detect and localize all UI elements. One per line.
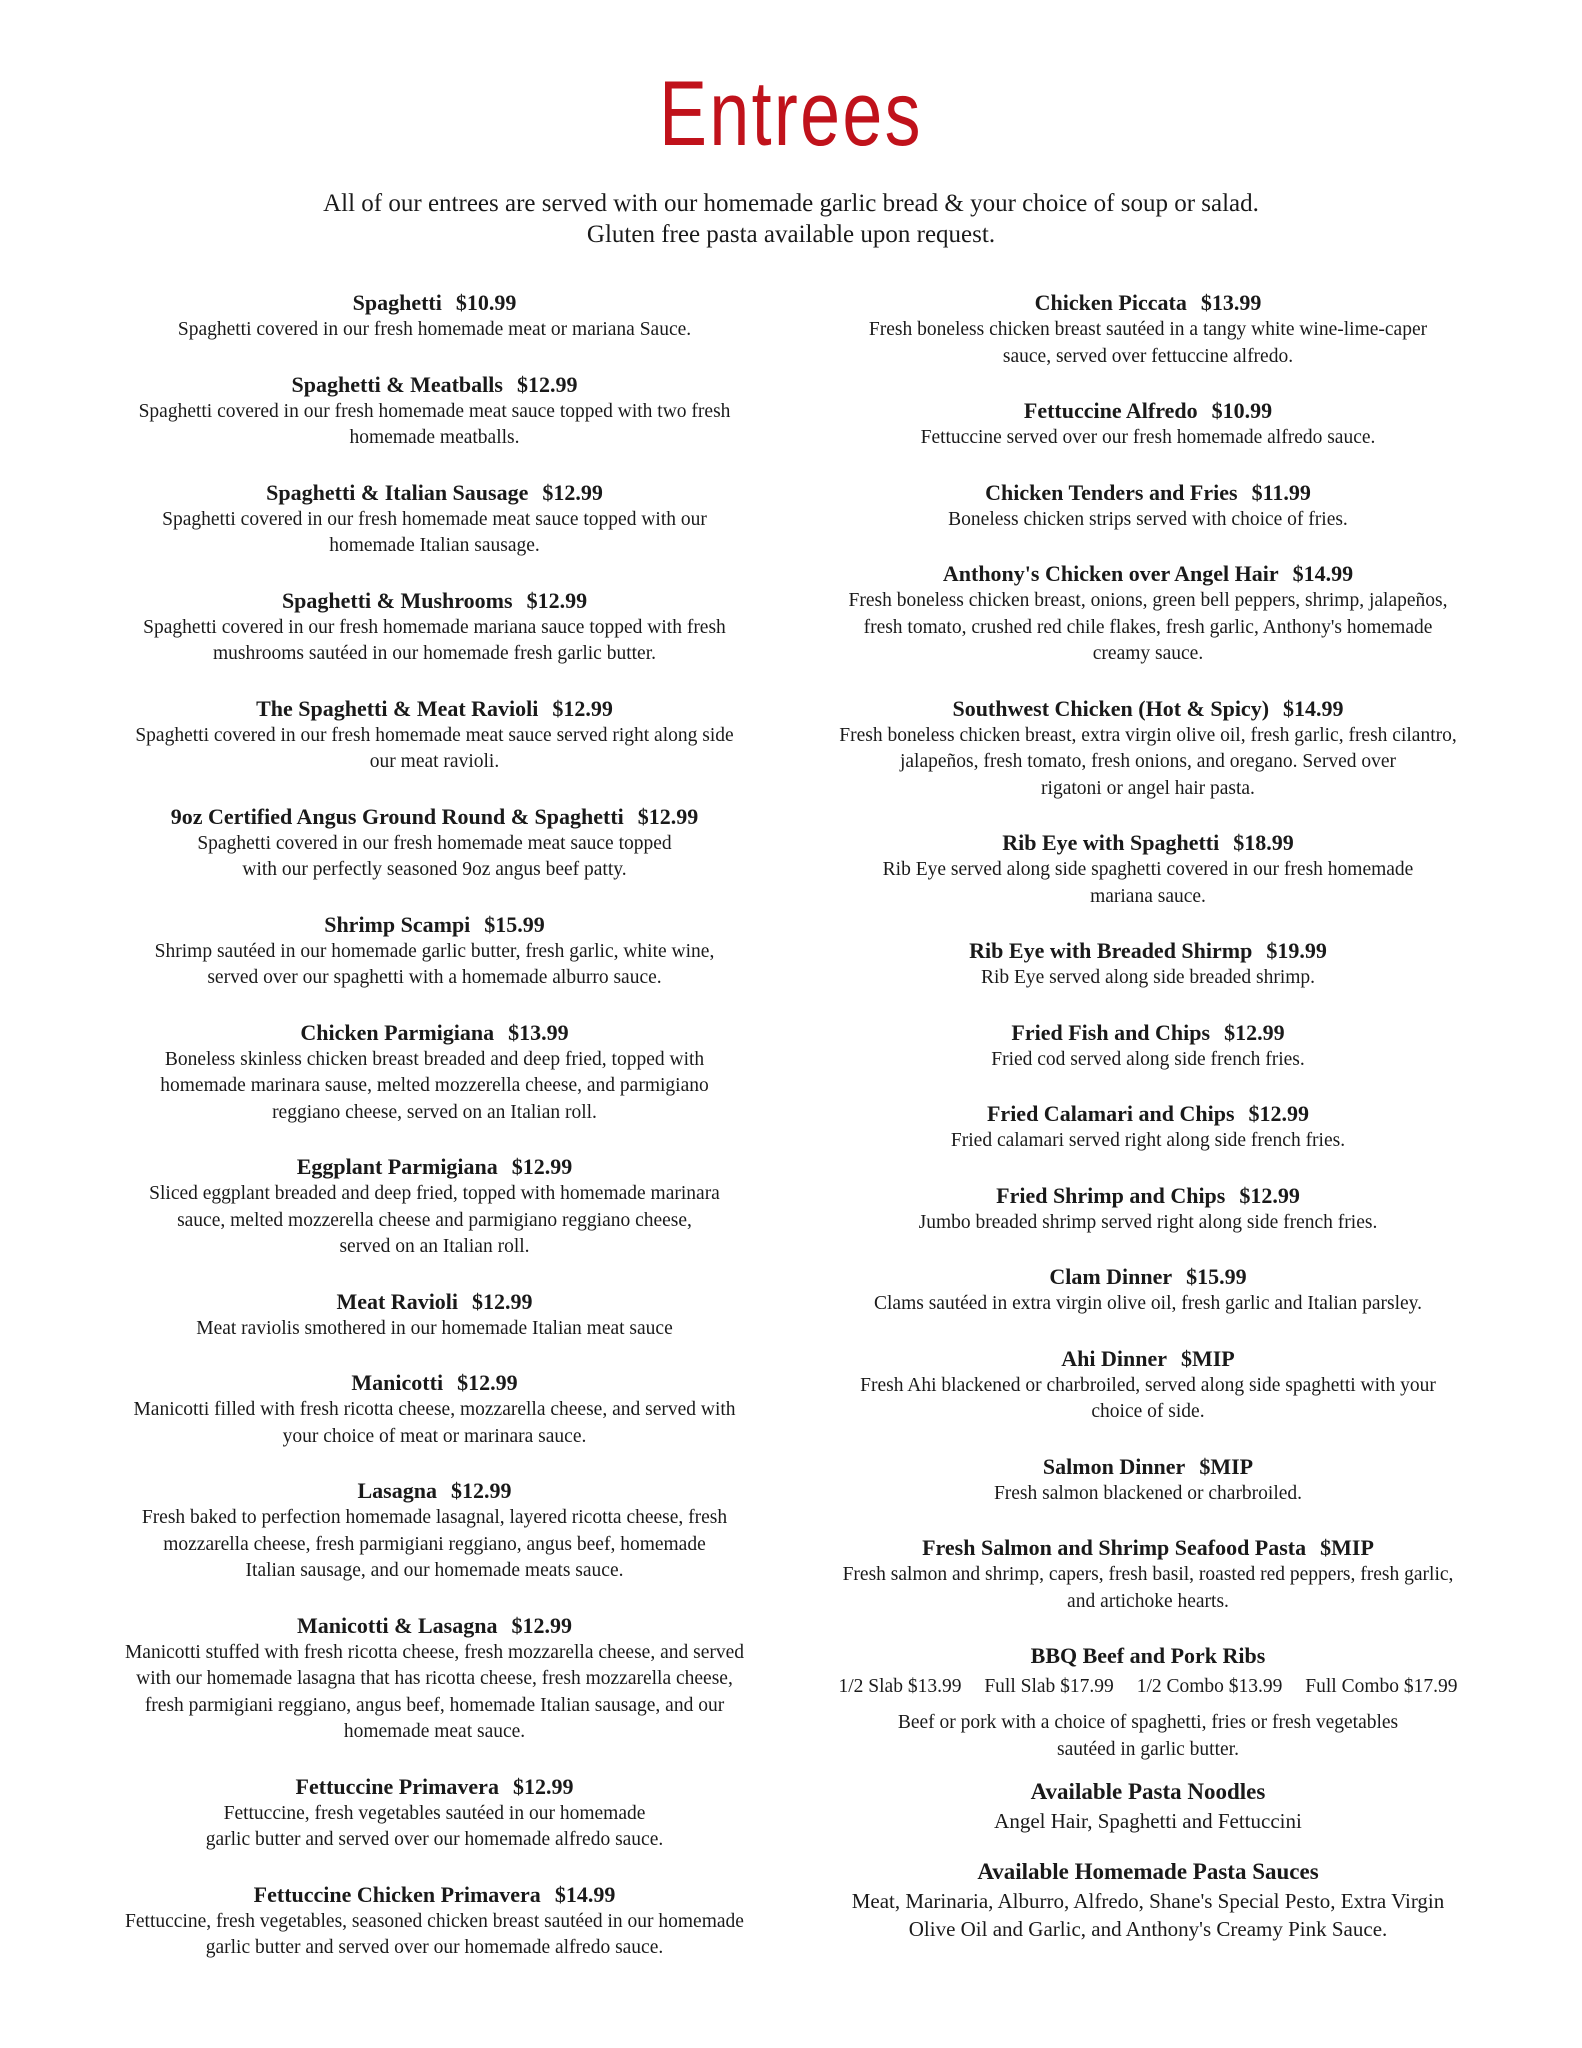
menu-item-description — [92, 1181, 777, 1261]
description-line: Jumbo breaded shrimp served right along side french fries. — [918, 1211, 1378, 1233]
menu-item-name: Manicotti & Lasagna — [297, 1612, 498, 1638]
menu-item-price: $MIP — [1199, 1453, 1254, 1479]
description-line: creamy sauce. — [1092, 643, 1204, 664]
menu-item-name: Chicken Tenders and Fries — [985, 479, 1238, 505]
ribs-price: Full Combo $17.99 — [1305, 1676, 1458, 1697]
description-line: Rib Eye served along side spaghetti covered in our fresh homemade — [882, 859, 1414, 880]
menu-item-price: $12.99 — [472, 1288, 533, 1314]
menu-item-description — [92, 317, 777, 344]
menu-item-description — [803, 1047, 1493, 1074]
description-line: Manicotti filled with fresh ricotta cheese, mozzarella cheese, and served with — [133, 1399, 736, 1420]
description-line: garlic butter and served over our homemade alfredo sauce. — [205, 1937, 664, 1958]
menu-item-description — [803, 1291, 1493, 1318]
menu-item-heading — [803, 1533, 1493, 1562]
menu-item — [803, 1018, 1493, 1074]
menu-item-description — [92, 1909, 777, 1962]
menu-item-description — [803, 507, 1493, 534]
menu-item-description — [92, 1640, 777, 1746]
menu-item-description — [92, 507, 777, 560]
section-heading: Available Pasta Noodles — [1030, 1779, 1266, 1804]
menu-item — [803, 1262, 1493, 1318]
menu-item-name: Fried Fish and Chips — [1011, 1019, 1211, 1045]
menu-item-name: Fresh Salmon and Shrimp Seafood Pasta — [922, 1535, 1307, 1560]
intro-line: Gluten free pasta available upon request. — [586, 221, 996, 248]
description-line: Clams sautéed in extra virgin olive oil, fresh garlic and Italian parsley. — [874, 1293, 1422, 1314]
menu-item-price: $12.99 — [516, 371, 578, 397]
section-heading: Available Homemade Pasta Sauces — [977, 1859, 1319, 1884]
description-line: fresh parmigiani reggiano, angus beef, homemade Italian sausage, and our — [144, 1694, 725, 1716]
menu-item-name: Spaghetti & Mushrooms — [281, 587, 513, 613]
right-menu-items — [803, 288, 1493, 1615]
menu-item-heading — [92, 1287, 777, 1316]
menu-item-description — [92, 615, 777, 668]
description-line: jalapeños, fresh tomato, fresh onions, and oregano. Served over — [899, 751, 1397, 772]
menu-item-price: $14.99 — [554, 1881, 616, 1907]
description-line: Spaghetti covered in our fresh homemade mariana sauce topped with fresh — [143, 616, 726, 638]
menu-item — [92, 370, 777, 452]
description-line: Sliced eggplant breaded and deep fried, topped with homemade marinara — [149, 1183, 720, 1204]
menu-item-heading — [803, 828, 1493, 857]
menu-item-description — [803, 1373, 1493, 1426]
menu-item-heading — [803, 936, 1493, 965]
menu-item-price: $14.99 — [1283, 695, 1344, 721]
menu-item-heading — [803, 1344, 1493, 1373]
menu-item-price: $19.99 — [1266, 938, 1327, 963]
description-line: Fresh boneless chicken breast, extra virgin olive oil, fresh garlic, fresh cilantro, — [839, 724, 1457, 746]
description-line: Fresh Ahi blackened or charbroiled, served along side spaghetti with your — [860, 1374, 1436, 1396]
section-text: Olive Oil and Garlic, and Anthony's Creamy Pink Sauce. — [908, 1917, 1388, 1941]
menu-item-name: Meat Ravioli — [336, 1288, 459, 1314]
description-line: Fettuccine, fresh vegetables sautéed in our homemade — [223, 1802, 646, 1824]
menu-item-description — [92, 1047, 777, 1127]
ribs-price-list — [803, 1674, 1493, 1700]
description-line: homemade meatballs. — [349, 427, 520, 448]
description-line: choice of side. — [1091, 1401, 1205, 1422]
description-line: fresh tomato, crushed red chile flakes, fresh garlic, Anthony's homemade — [863, 616, 1433, 638]
description-line: with our perfectly seasoned 9oz angus beef patty. — [242, 859, 627, 880]
menu-item-heading — [92, 586, 777, 615]
menu-item-price: $12.99 — [512, 1773, 574, 1799]
menu-item — [92, 1018, 777, 1127]
menu-item — [92, 1287, 777, 1343]
menu-item — [92, 694, 777, 776]
menu-item-price: $12.99 — [637, 803, 699, 829]
menu-item — [803, 1533, 1493, 1615]
menu-item-heading — [92, 478, 777, 507]
menu-item-heading — [92, 1368, 777, 1397]
menu-item-name: Ahi Dinner — [1061, 1345, 1167, 1371]
description-line: sauce, served over fettuccine alfredo. — [1002, 345, 1294, 367]
menu-item-heading — [803, 1181, 1493, 1210]
description-line: Spaghetti covered in our fresh homemade meat sauce served right along side — [135, 724, 734, 746]
menu-item — [803, 694, 1493, 803]
description-line: Fried cod served along side french fries. — [991, 1048, 1305, 1070]
description-line: Italian sausage, and our homemade meats sauce. — [245, 1560, 624, 1581]
menu-item-description — [92, 399, 777, 452]
menu-item-name: Chicken Piccata — [1034, 290, 1187, 315]
menu-item-name: Fettuccine Alfredo — [1023, 398, 1198, 423]
menu-item — [92, 288, 777, 344]
menu-item-description — [92, 831, 777, 884]
menu-item-name: Spaghetti — [352, 290, 442, 315]
description-line: rigatoni or angel hair pasta. — [1041, 777, 1255, 799]
menu-item-name: Anthony's Chicken over Angel Hair — [942, 561, 1279, 586]
description-line: Boneless skinless chicken breast breaded and deep fried, topped with — [164, 1048, 705, 1070]
menu-item-heading — [92, 1018, 777, 1047]
menu-item-heading — [803, 694, 1493, 723]
description-line: Fresh boneless chicken breast sautéed in a tangy white wine-lime-caper — [868, 319, 1428, 340]
menu-item-heading — [803, 478, 1493, 507]
menu-item-heading — [92, 910, 777, 939]
description-line: Fettuccine served over our fresh homemade alfredo sauce. — [920, 427, 1376, 448]
menu-item — [803, 1181, 1493, 1237]
menu-item-name: BBQ Beef and Pork Ribs — [1030, 1643, 1266, 1668]
menu-item-description — [803, 425, 1493, 452]
description-line: Fettuccine, fresh vegetables, seasoned chicken breast sautéed in our homemade — [125, 1910, 744, 1932]
description-line: mariana sauce. — [1090, 885, 1206, 907]
menu-item-heading — [803, 1099, 1493, 1128]
pasta-noodles-section — [803, 1777, 1493, 1835]
menu-item-heading — [92, 1611, 777, 1640]
menu-item-heading — [92, 802, 777, 831]
menu-item-price: $12.99 — [1248, 1101, 1310, 1126]
description-line: Spaghetti covered in our fresh homemade meat sauce topped with two fresh — [138, 400, 731, 422]
menu-item-name: Southwest Chicken (Hot & Spicy) — [952, 695, 1270, 721]
menu-item — [92, 586, 777, 668]
menu-item — [803, 1344, 1493, 1426]
intro-note — [0, 188, 1582, 250]
ribs-price: Full Slab $17.99 — [984, 1676, 1114, 1697]
description-line: Fresh salmon blackened or charbroiled. — [993, 1482, 1303, 1504]
menu-item-price: $12.99 — [1239, 1182, 1300, 1208]
description-line: Spaghetti covered in our fresh homemade meat sauce topped with our — [162, 508, 707, 530]
left-menu-column — [92, 288, 777, 1988]
menu-item-description — [803, 1562, 1493, 1615]
section-text: Angel Hair, Spaghetti and Fettuccini — [994, 1809, 1302, 1833]
pasta-sauces-section — [803, 1857, 1493, 1943]
menu-item-name: Rib Eye with Spaghetti — [1002, 830, 1220, 855]
menu-item — [92, 1152, 777, 1261]
menu-item-price: $12.99 — [542, 479, 603, 505]
menu-item-name: Fettuccine Primavera — [295, 1773, 499, 1799]
menu-item-price: $12.99 — [511, 1612, 572, 1638]
menu-item-heading — [92, 1772, 777, 1801]
description-line: with our homemade lasagna that has ricotta cheese, fresh mozzarella cheese, — [136, 1668, 733, 1689]
menu-item-name: Lasagna — [357, 1478, 437, 1503]
description-line: served over our spaghetti with a homemade alburro sauce. — [207, 967, 662, 988]
menu-item-price: $MIP — [1320, 1535, 1374, 1560]
menu-item-heading — [92, 1476, 777, 1505]
menu-item — [92, 1611, 777, 1746]
description-line: Fresh boneless chicken breast, onions, green bell peppers, shrimp, jalapeños, — [848, 590, 1448, 611]
description-line: your choice of meat or marinara sauce. — [282, 1425, 587, 1447]
menu-item-name: Fettuccine Chicken Primavera — [253, 1881, 541, 1907]
menu-item-description — [92, 1316, 777, 1343]
menu-item-name: Fried Calamari and Chips — [986, 1101, 1235, 1126]
intro-line: All of our entrees are served with our homemade garlic bread & your choice of soup or salad. — [323, 190, 1259, 217]
menu-item-price: $13.99 — [1200, 290, 1262, 315]
description-line: garlic butter and served over our homemade alfredo sauce. — [205, 1829, 664, 1850]
menu-item — [803, 559, 1493, 668]
right-menu-column — [803, 288, 1493, 1965]
section-text: Meat, Marinaria, Alburro, Alfredo, Shane's Special Pesto, Extra Virgin — [851, 1889, 1445, 1913]
menu-item-description — [803, 1210, 1493, 1237]
description-line: Beef or pork with a choice of spaghetti, fries or fresh vegetables — [897, 1712, 1399, 1733]
menu-item — [92, 1368, 777, 1450]
menu-item-description — [92, 1505, 777, 1585]
description-line: Meat raviolis smothered in our homemade Italian meat sauce — [196, 1317, 673, 1339]
description-line: Manicotti stuffed with fresh ricotta cheese, fresh mozzarella cheese, and served — [124, 1641, 745, 1663]
menu-item-price: $12.99 — [511, 1154, 573, 1179]
menu-item-name: The Spaghetti & Meat Ravioli — [256, 695, 539, 721]
menu-item-heading — [92, 1152, 777, 1181]
menu-item-heading — [92, 1880, 777, 1909]
menu-item-description — [803, 317, 1493, 370]
menu-item-name: Eggplant Parmigiana — [296, 1154, 498, 1179]
menu-item-price: $12.99 — [450, 1478, 512, 1503]
description-line: sautéed in garlic butter. — [1057, 1738, 1239, 1760]
menu-item-heading — [803, 559, 1493, 588]
page-title: Entrees — [659, 63, 923, 165]
menu-item-description — [803, 1481, 1493, 1508]
menu-item-description — [803, 588, 1493, 668]
menu-item — [92, 1476, 777, 1585]
description-line: homemade Italian sausage. — [329, 535, 540, 556]
description-line: reggiano cheese, served on an Italian roll. — [272, 1101, 597, 1123]
ribs-price: 1/2 Slab $13.99 — [838, 1676, 962, 1697]
menu-item-name: Salmon Dinner — [1042, 1453, 1186, 1479]
menu-item-description — [803, 857, 1493, 910]
menu-item-description — [92, 939, 777, 992]
description-line: and artichoke hearts. — [1067, 1590, 1229, 1612]
menu-item-description — [803, 965, 1493, 992]
menu-item-description — [803, 1710, 1493, 1763]
menu-item — [92, 1772, 777, 1854]
menu-item-heading — [803, 288, 1493, 317]
description-line: Spaghetti covered in our fresh homemade meat or mariana Sauce. — [177, 319, 692, 340]
description-line: sauce, melted mozzerella cheese and parmigiano reggiano cheese, — [177, 1209, 692, 1231]
menu-item-name: Rib Eye with Breaded Shirmp — [969, 938, 1253, 963]
menu-item-price: $12.99 — [457, 1370, 518, 1395]
menu-item-heading — [803, 1452, 1493, 1481]
menu-item-price: $10.99 — [455, 290, 517, 315]
menu-item — [803, 478, 1493, 534]
menu-item-price: $12.99 — [526, 587, 588, 613]
menu-item-description — [92, 1801, 777, 1854]
menu-item-description — [92, 1397, 777, 1450]
menu-item — [92, 802, 777, 884]
menu-item-name: Fried Shrimp and Chips — [996, 1182, 1226, 1208]
menu-item — [803, 396, 1493, 452]
menu-item-price: $14.99 — [1292, 561, 1354, 586]
description-line: Fresh salmon and shrimp, capers, fresh basil, roasted red peppers, fresh garlic, — [842, 1564, 1454, 1585]
description-line: Boneless chicken strips served with choice of fries. — [948, 508, 1348, 530]
menu-item-heading — [803, 396, 1493, 425]
description-line: homemade marinara sause, melted mozzerella cheese, and parmigiano — [160, 1075, 709, 1096]
menu-item-name: Chicken Parmigiana — [300, 1019, 495, 1045]
menu-item-name: 9oz Certified Angus Ground Round & Spaghetti — [170, 803, 624, 829]
menu-item-name: Clam Dinner — [1049, 1264, 1173, 1289]
menu-item-price: $12.99 — [552, 695, 613, 721]
menu-item — [92, 910, 777, 992]
menu-item-heading — [803, 1262, 1493, 1291]
description-line: our meat ravioli. — [369, 751, 500, 772]
menu-item-price: $12.99 — [1224, 1019, 1285, 1045]
menu-item-price: $11.99 — [1251, 479, 1311, 505]
menu-item — [803, 1452, 1493, 1508]
menu-item-heading — [92, 694, 777, 723]
description-line: homemade meat sauce. — [343, 1721, 526, 1742]
menu-item-heading — [92, 370, 777, 399]
menu-item-price: $18.99 — [1233, 830, 1294, 855]
menu-item-price: $15.99 — [484, 911, 545, 937]
menu-item-description — [92, 723, 777, 776]
menu-item-name: Manicotti — [351, 1370, 444, 1395]
menu-item-name: Spaghetti & Meatballs — [291, 371, 503, 397]
menu-item-price: $13.99 — [508, 1019, 569, 1045]
description-line: mushrooms sautéed in our homemade fresh garlic butter. — [213, 643, 656, 664]
menu-item-bbq-ribs — [803, 1641, 1493, 1763]
menu-item — [803, 288, 1493, 370]
menu-item-name: Spaghetti & Italian Sausage — [266, 479, 529, 505]
menu-item-heading — [92, 288, 777, 317]
menu-item-name: Shrimp Scampi — [324, 911, 471, 937]
description-line: Fried calamari served right along side french fries. — [950, 1130, 1346, 1151]
description-line: Spaghetti covered in our fresh homemade meat sauce topped — [197, 832, 672, 854]
menu-item-price: $10.99 — [1211, 398, 1273, 423]
menu-item — [803, 1099, 1493, 1155]
menu-item-description — [803, 723, 1493, 803]
menu-item-price: $15.99 — [1186, 1264, 1247, 1289]
description-line: Shrimp sautéed in our homemade garlic butter, fresh garlic, white wine, — [154, 940, 715, 962]
menu-item-price: $MIP — [1180, 1345, 1235, 1371]
menu-item — [92, 478, 777, 560]
ribs-price: 1/2 Combo $13.99 — [1136, 1676, 1283, 1697]
menu-item-heading — [803, 1018, 1493, 1047]
description-line: Rib Eye served along side breaded shrimp. — [980, 967, 1316, 988]
menu-item — [803, 936, 1493, 992]
description-line: Fresh baked to perfection homemade lasagnal, layered ricotta cheese, fresh — [141, 1507, 728, 1528]
menu-item — [92, 1880, 777, 1962]
description-line: served on an Italian roll. — [339, 1236, 530, 1257]
menu-item — [803, 828, 1493, 910]
menu-item-description — [803, 1128, 1493, 1155]
description-line: mozzarella cheese, fresh parmigiani reggiano, angus beef, homemade — [163, 1533, 706, 1555]
